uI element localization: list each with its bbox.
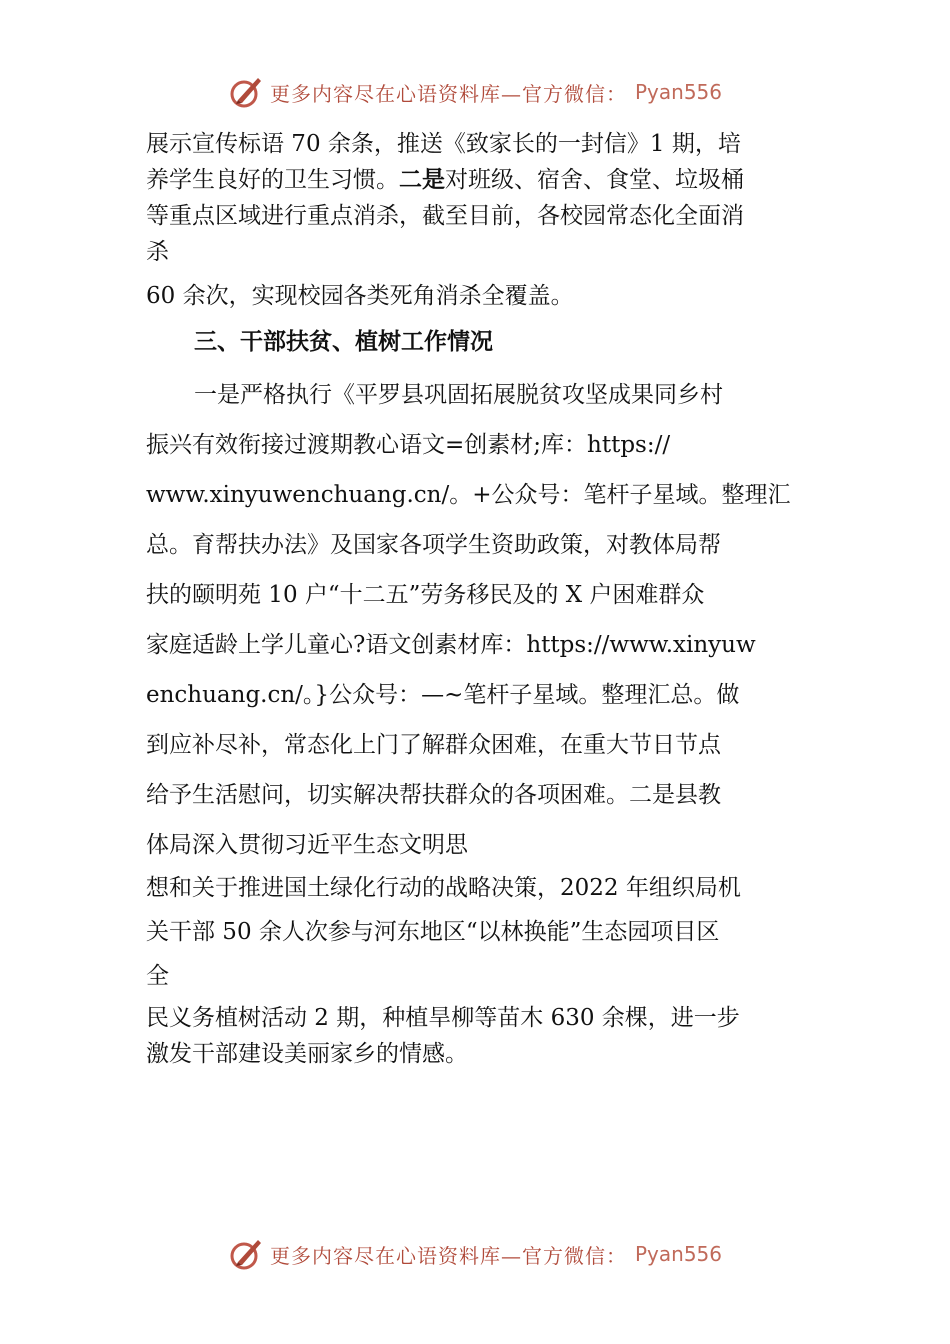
text-line: 关干部 50 余人次参与河东地区“以林换能”生态园项目区	[146, 919, 720, 945]
text-line: 体局深入贯彻习近平生态文明思	[146, 832, 468, 858]
text-line: 振兴有效衔接过渡期教心语文=创素材;库：https://	[146, 432, 671, 458]
footer-watermark	[0, 1234, 950, 1274]
text-line: 想和关于推进国土绿化行动的战略决策，2022 年组织局机	[146, 875, 741, 901]
pen-logo-icon	[228, 74, 264, 110]
watermark-text: 更多内容尽在心语资料库—官方微信：	[269, 1243, 627, 1268]
watermark-id: Pyan556	[634, 80, 722, 104]
text-line: 一是严格执行《平罗县巩固拓展脱贫攻坚成果同乡村	[194, 382, 723, 408]
text-line: 60 余次，实现校园各类死角消杀全覆盖。	[146, 283, 574, 309]
paragraph-4	[146, 866, 810, 998]
text-segment: 养学生良好的卫生习惯。	[146, 167, 399, 193]
section-heading	[146, 324, 858, 360]
text-line: 等重点区域进行重点消杀，截至目前，各校园常态化全面消	[146, 203, 744, 229]
text-line	[146, 162, 810, 198]
text-segment: 对班级、宿舍、食堂、垃圾桶	[445, 167, 744, 193]
paragraph-1	[146, 126, 810, 270]
text-line: 杀	[146, 239, 169, 265]
paragraph-5	[146, 1000, 810, 1072]
paragraph-3	[146, 370, 810, 870]
text-line: 激发干部建设美丽家乡的情感。	[146, 1041, 468, 1067]
text-line: 民义务植树活动 2 期，种植旱柳等苗木 630 余棵，进一步	[146, 1005, 740, 1031]
text-line: 展示宣传标语 70 余条，推送《致家长的一封信》1 期，培	[146, 131, 741, 157]
text-line: 家庭适龄上学儿童心?语文创素材库：https://www.xinyuw	[146, 632, 756, 658]
bold-marker: 二是	[399, 167, 445, 193]
heading-text: 三、干部扶贫、植树工作情况	[194, 328, 493, 355]
watermark-text: 更多内容尽在心语资料库—官方微信：	[269, 81, 627, 106]
text-line: 到应补尽补，常态化上门了解群众困难，在重大节日节点	[146, 732, 721, 758]
text-line: www.xinyuwenchuang.cn/。+公众号：笔杆子星域。整理汇	[146, 482, 791, 508]
text-line: 全	[146, 963, 169, 989]
text-line: 给予生活慰问，切实解决帮扶群众的各项困难。二是县教	[146, 782, 721, 808]
pen-logo-icon	[228, 1236, 264, 1272]
paragraph-2	[146, 278, 810, 314]
text-line: enchuang.cn/。}公众号：—~笔杆子星域。整理汇总。做	[146, 682, 740, 708]
watermark-id: Pyan556	[634, 1242, 722, 1266]
text-line: 扶的颐明苑 10 户“十二五”劳务移民及的 X 户困难群众	[146, 582, 705, 608]
header-watermark	[0, 72, 950, 112]
text-line: 总。育帮扶办法》及国家各项学生资助政策，对教体局帮	[146, 532, 721, 558]
